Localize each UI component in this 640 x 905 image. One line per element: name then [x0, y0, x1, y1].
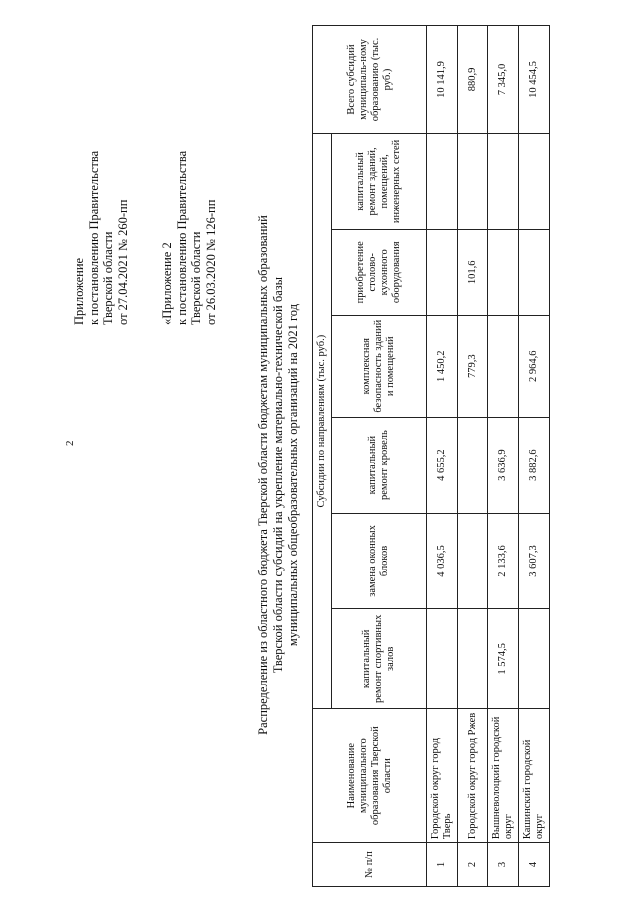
table-row — [519, 26, 550, 887]
row-value: 779,3 — [458, 315, 488, 417]
row-value: 1 574,5 — [488, 609, 519, 709]
approval-line: к постановлению Правительства — [86, 150, 101, 325]
row-value — [427, 229, 458, 315]
row-value: 2 133,6 — [488, 513, 519, 609]
row-value: 2 964,6 — [519, 315, 550, 417]
header-num: № п/п — [313, 843, 427, 887]
row-name: Вышневолоцкий городской округ — [488, 709, 519, 843]
title-line: муниципальных общеобразовательных организаций на 2021 год — [285, 303, 300, 647]
row-value — [458, 609, 488, 709]
row-num: 4 — [519, 843, 550, 887]
row-value — [519, 609, 550, 709]
row-value: 1 450,2 — [427, 315, 458, 417]
approval-line: «Приложение 2 — [160, 242, 174, 325]
title-line: Распределение из областного бюджета Тверской области бюджетам муниципальных образований — [256, 215, 270, 735]
subsidy-table — [312, 25, 550, 887]
header-name: Наименование муниципального образования Тверской области — [313, 709, 427, 843]
row-value: 3 882,6 — [519, 417, 550, 513]
row-value — [427, 133, 458, 229]
approval-block — [72, 65, 218, 325]
row-value — [488, 229, 519, 315]
page-number: 2 — [64, 440, 76, 446]
header-subsidies-group: Субсидии по направлениям (тыс. руб.) — [313, 133, 332, 708]
row-value — [519, 133, 550, 229]
header-direction: приобретение столово-кухонного оборудования — [332, 229, 427, 315]
row-value: 3 636,9 — [488, 417, 519, 513]
header-direction: комплексная безопасность зданий и помещений — [332, 315, 427, 417]
approval-line: Приложение — [72, 257, 86, 325]
approval-line: от 26.03.2020 № 126-пп — [203, 199, 218, 325]
row-total: 10 454,5 — [519, 26, 550, 134]
table-row — [427, 26, 458, 887]
approval-line: Тверской области — [189, 231, 203, 325]
row-total: 880,9 — [458, 26, 488, 134]
row-name: Кашинский городской округ — [519, 709, 550, 843]
header-direction: капитальный ремонт зданий, помещений, инженерных сетей — [332, 133, 427, 229]
row-num: 1 — [427, 843, 458, 887]
approval-line: от 27.04.2021 № 260-пп — [115, 199, 130, 325]
header-direction: капитальный ремонт кровель — [332, 417, 427, 513]
row-value — [488, 315, 519, 417]
title-line: Тверской области субсидий на укрепление материально-технической базы — [270, 276, 285, 674]
row-value: 4 036,5 — [427, 513, 458, 609]
document-title — [256, 85, 300, 865]
row-name: Городской округ город Ржев — [458, 709, 488, 843]
row-value — [458, 513, 488, 609]
row-name: Городской округ город Тверь — [427, 709, 458, 843]
row-value: 101,6 — [458, 229, 488, 315]
row-value: 3 607,3 — [519, 513, 550, 609]
row-num: 2 — [458, 843, 488, 887]
header-direction: замена оконных блоков — [332, 513, 427, 609]
approval-line: Тверской области — [101, 231, 115, 325]
row-value — [458, 133, 488, 229]
row-total: 7 345,0 — [488, 26, 519, 134]
table-row — [458, 26, 488, 887]
row-num: 3 — [488, 843, 519, 887]
row-value — [488, 133, 519, 229]
header-total: Всего субсидий муниципаль-ному образованию (тыс. руб.) — [313, 26, 427, 134]
table-row — [488, 26, 519, 887]
row-value: 4 655,2 — [427, 417, 458, 513]
row-total: 10 141,9 — [427, 26, 458, 134]
row-value — [458, 417, 488, 513]
row-value — [519, 229, 550, 315]
approval-line: к постановлению Правительства — [174, 150, 189, 325]
row-value — [427, 609, 458, 709]
header-direction: капитальный ремонт спортивных залов — [332, 609, 427, 709]
